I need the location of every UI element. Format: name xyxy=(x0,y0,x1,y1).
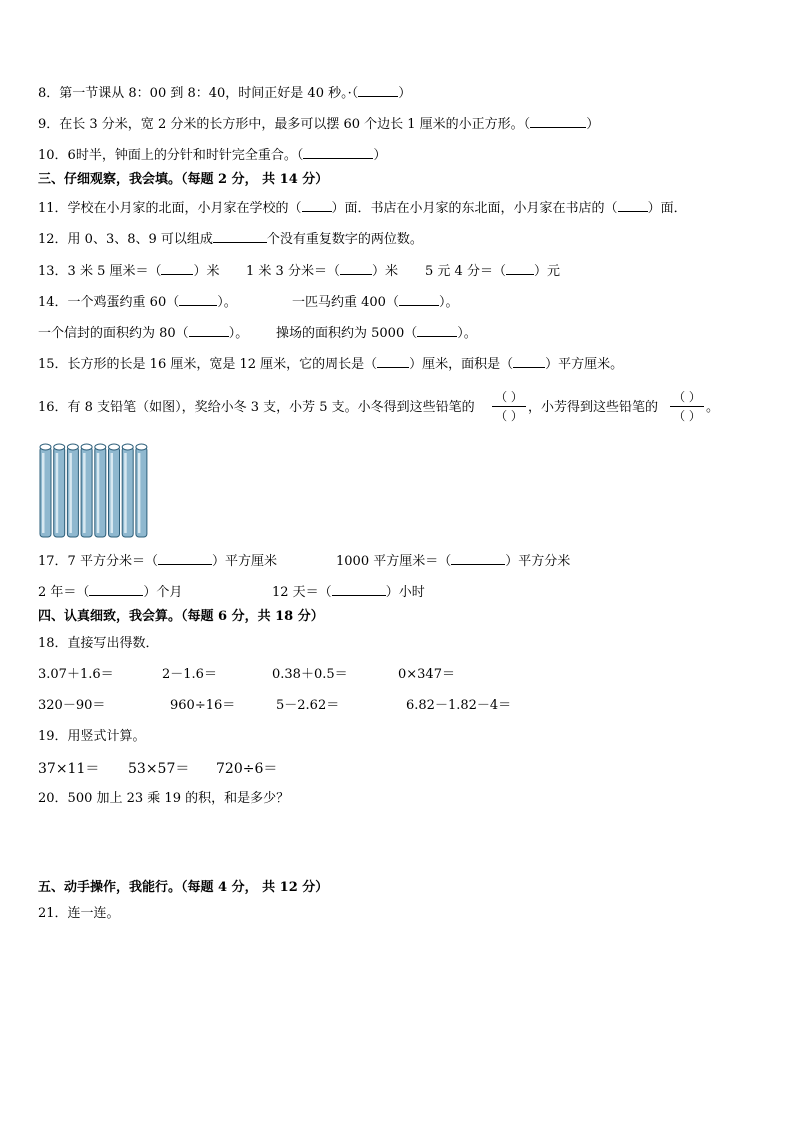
q14-text-b: ）。 xyxy=(217,295,237,310)
pencil xyxy=(54,444,65,537)
question-15 xyxy=(38,355,623,373)
q13-text-f: ）元 xyxy=(533,264,560,279)
q10-text: 10．6时半，钟面上的分针和时针完全重合。（ xyxy=(38,148,304,163)
q14-text-a: 14．一个鸡蛋约重 60（ xyxy=(38,295,180,310)
calc-item: 5－2.62＝ xyxy=(276,698,340,713)
question-16-text-b: ，小芳得到这些铅笔的 xyxy=(528,400,659,415)
question-21: 21．连一连。 xyxy=(38,906,120,921)
question-19: 19．用竖式计算。 xyxy=(38,729,146,744)
q11-text-a: 11．学校在小月家的北面，小月家在学校的（ xyxy=(38,201,302,216)
calc-item: 37×11＝ xyxy=(38,761,100,777)
fraction-denominator: （ ） xyxy=(495,409,523,423)
pencil xyxy=(136,444,147,537)
calc-item: 0.38＋0.5＝ xyxy=(272,667,348,682)
q17b-text-c: 12 天＝（ xyxy=(272,585,332,600)
fraction-bar xyxy=(670,406,704,407)
section-3-heading: 三、仔细观察，我会填。（每题 2 分， 共 14 分） xyxy=(38,172,329,187)
q13-text-c: 1 米 3 分米＝（ xyxy=(246,264,340,279)
question-13-part-2 xyxy=(246,262,398,280)
answer-blank[interactable] xyxy=(506,262,534,275)
question-9 xyxy=(38,115,599,133)
q13-text-e: 5 元 4 分＝（ xyxy=(425,264,506,279)
question-13-part-1 xyxy=(38,262,220,280)
fraction-blank-2[interactable] xyxy=(670,390,704,423)
answer-blank[interactable] xyxy=(530,115,586,128)
question-17-part-4 xyxy=(272,583,425,601)
q15-text-a: 15．长方形的长是 16 厘米，宽是 12 厘米，它的周长是（ xyxy=(38,357,378,372)
question-18: 18．直接写出得数． xyxy=(38,636,159,651)
q15-text-c: ）平方厘米。 xyxy=(545,357,624,372)
pencil xyxy=(95,444,106,537)
answer-blank[interactable] xyxy=(340,262,372,275)
fraction-numerator: （ ） xyxy=(673,390,701,404)
question-8 xyxy=(38,84,411,102)
question-14-part-1 xyxy=(38,293,237,311)
question-14-part-4 xyxy=(276,324,477,342)
q14-text-d: ）。 xyxy=(438,295,459,310)
q12-text-b: 个没有重复数字的两位数。 xyxy=(266,232,423,247)
calc-item: 0×347＝ xyxy=(398,667,455,682)
question-16-text-c: 。 xyxy=(706,400,720,415)
answer-blank[interactable] xyxy=(377,355,409,368)
q13-text-d: ）米 xyxy=(371,264,398,279)
calc-item: 2－1.6＝ xyxy=(162,667,217,682)
q14b-text-b: ）。 xyxy=(228,326,249,341)
fraction-numerator: （ ） xyxy=(495,390,523,404)
q14b-text-c: 操场的面积约为 5000（ xyxy=(276,326,418,341)
q14b-text-d: ）。 xyxy=(457,326,477,341)
answer-blank[interactable] xyxy=(358,84,398,97)
pencil xyxy=(122,444,133,537)
question-17-part-3 xyxy=(38,583,182,601)
answer-blank[interactable] xyxy=(161,262,193,275)
q9-end: ） xyxy=(586,117,600,132)
fraction-bar xyxy=(492,406,526,407)
fraction-blank-1[interactable] xyxy=(492,390,526,423)
question-16-text-a: 16．有 8 支铅笔（如图），奖给小冬 3 支，小芳 5 支。小冬得到这些铅笔的 xyxy=(38,400,475,415)
q17b-text-a: 2 年＝（ xyxy=(38,585,90,600)
q9-text: 9．在长 3 分米，宽 2 分米的长方形中，最多可以摆 60 个边长 1 厘米的小正方形。（ xyxy=(38,117,531,132)
answer-blank[interactable] xyxy=(513,355,545,368)
question-13-part-3 xyxy=(425,262,560,280)
q17b-text-d: ）小时 xyxy=(385,585,425,600)
question-10 xyxy=(38,146,386,164)
answer-blank[interactable] xyxy=(451,552,505,565)
q14b-text-a: 一个信封的面积约为 80（ xyxy=(38,326,189,341)
question-14-part-3 xyxy=(38,324,248,342)
q12-text-a: 12．用 0、3、8、9 可以组成 xyxy=(38,232,213,247)
pencil xyxy=(67,444,78,537)
q17b-text-b: ）个月 xyxy=(143,585,183,600)
question-14-part-2 xyxy=(292,293,458,311)
answer-blank[interactable] xyxy=(303,146,373,159)
q14-text-c: 一匹马约重 400（ xyxy=(292,295,399,310)
q11-text-b: ）面．书店在小月家的东北面，小月家在书店的（ xyxy=(331,201,618,216)
calc-item: 320－90＝ xyxy=(38,698,106,713)
pencil xyxy=(81,444,92,537)
q10-end: ） xyxy=(373,148,387,163)
question-12 xyxy=(38,230,423,248)
answer-blank[interactable] xyxy=(332,583,386,596)
section-4-heading: 四、认真细致，我会算。（每题 6 分，共 18 分） xyxy=(38,609,324,624)
pencils-illustration xyxy=(38,441,152,541)
q8-end: ） xyxy=(398,86,412,101)
answer-blank[interactable] xyxy=(399,293,439,306)
calc-item: 960÷16＝ xyxy=(170,698,236,713)
answer-blank[interactable] xyxy=(179,293,217,306)
calc-item: 3.07＋1.6＝ xyxy=(38,667,114,682)
answer-blank[interactable] xyxy=(158,552,212,565)
question-17-part-2 xyxy=(336,552,570,570)
question-17-part-1 xyxy=(38,552,277,570)
calc-item: 6.82－1.82－4＝ xyxy=(406,698,512,713)
answer-blank[interactable] xyxy=(417,324,457,337)
question-20: 20．500 加上 23 乘 19 的积，和是多少？ xyxy=(38,791,290,806)
pencil xyxy=(40,444,51,537)
answer-blank[interactable] xyxy=(213,230,267,243)
answer-blank[interactable] xyxy=(89,583,143,596)
q17-text-a: 17．7 平方分米＝（ xyxy=(38,554,158,569)
pencil xyxy=(109,444,120,537)
q8-text: 8．第一节课从 8：00 到 8：40，时间正好是 40 秒。·（ xyxy=(38,86,359,101)
q17-text-d: ）平方分米 xyxy=(505,554,571,569)
calc-item: 720÷6＝ xyxy=(216,761,278,777)
question-11 xyxy=(38,199,687,217)
q11-text-c: ）面． xyxy=(647,201,687,216)
q13-text-a: 13．3 米 5 厘米＝（ xyxy=(38,264,162,279)
answer-blank[interactable] xyxy=(618,199,648,212)
calc-item: 53×57＝ xyxy=(128,761,190,777)
fraction-denominator: （ ） xyxy=(673,409,701,423)
q15-text-b: ）厘米，面积是（ xyxy=(409,357,514,372)
section-5-heading: 五、动手操作，我能行。（每题 4 分， 共 12 分） xyxy=(38,880,329,895)
q17-text-c: 1000 平方厘米＝（ xyxy=(336,554,452,569)
q13-text-b: ）米 xyxy=(193,264,220,279)
answer-blank[interactable] xyxy=(189,324,229,337)
q17-text-b: ）平方厘米 xyxy=(211,554,277,569)
answer-blank[interactable] xyxy=(302,199,332,212)
